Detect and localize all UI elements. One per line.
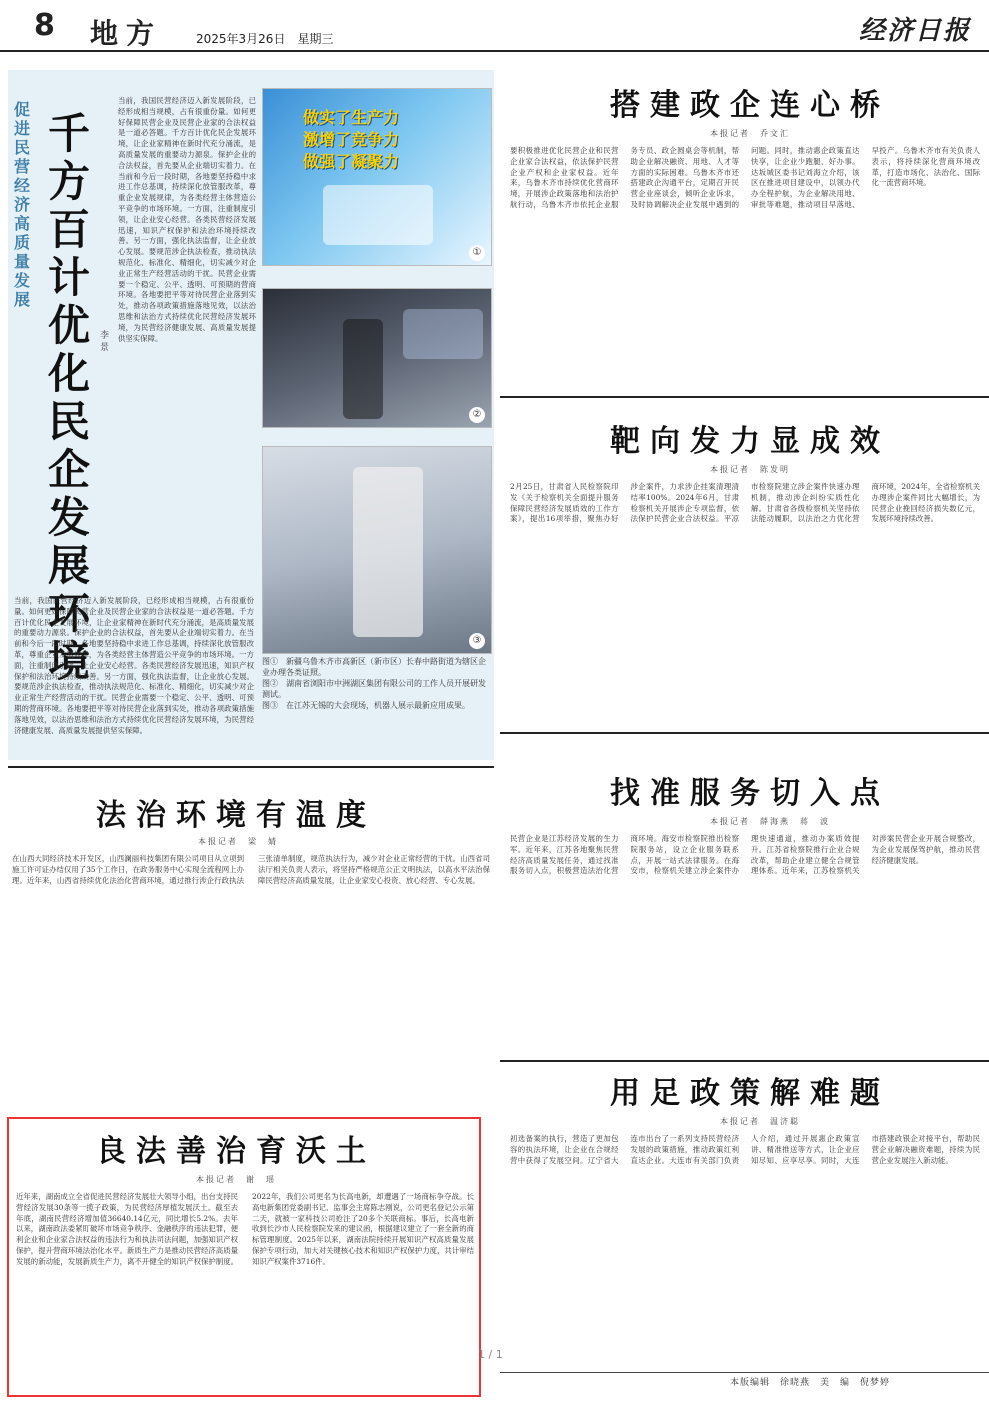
page-indicator: 1 / 1 [478,1348,503,1361]
footer-editors: 本版编辑 徐晓燕 美 编 倪梦婷 [730,1378,891,1388]
reporter-1: 本报记者 乔文汇 [710,129,790,138]
page-number: 8 [34,8,55,43]
section-title: 地方 [90,17,163,50]
article-4-body: 在山西大同经济技术开发区，山西澜丽科技集团有限公司项目从立项到施工许可证办结仅用了35个工作日，在政务服务中心实现全流程网上办理。近年来，山西省持续优化法治化营商环境，通过推行涉企行政执法三张清单制度，规范执法行为，减少对企业正常经营的干扰。山西省司法厅相关负责人表示，将坚持严格规范公正文明执法，以高水平法治保障民营经济高质量发展，让企业家安心投资、放心经营、专心发展。 [12,854,490,885]
headline-4: 法治环境有温度 [96,798,376,833]
headline-6: 良法善治育沃土 [96,1134,376,1169]
reporter-4: 本报记者 梁 婧 [198,837,278,846]
article-2-body: 2月25日，甘肃省人民检察院印发《关于检察机关全面提升服务保障民营经济发展质效的工作方案》，提出16项举措，聚焦办好涉企案件，力求涉企挂案清理清结率100%。2024年6月，甘肃检察机关开展涉企专项监督，依法保护民营企业合法权益。平凉市检察院建立涉企案件快速办理机制，推动涉企纠纷实质性化解。甘肃省各级检察机关坚持依法能动履职，以法治之力优化营商环境，2024年，全省检察机关办理涉企案件同比大幅增长，为民营企业挽回经济损失数亿元，发展环境持续改善。 [510,482,980,524]
divider [500,732,989,734]
article-3-body: 民营企业是江苏经济发展的生力军。近年来，江苏各地聚焦民营经济高质量发展任务，通过找准服务切入点，积极营造法治化营商环境。海安市检察院推出检察院服务站，设立企业服务联系点，开展一站式法律服务。在海安市，检察机关建立涉企案件办理快速通道，推动办案质效提升。江苏省检察院推行企业合规改革，帮助企业建立健全合规管理体系。近年来，江苏检察机关对涉案民营企业开展合规整改，为企业发展保驾护航，推动民营经济健康发展。 [510,834,980,876]
screen-figure [403,309,483,359]
banner-line-2: 激增了竞争力 [303,130,400,149]
photo-exhibition [262,88,492,266]
feature-byline: 李景 [100,331,110,353]
newspaper-logo: 经济日报 [858,16,971,46]
photo-banner [303,107,399,173]
feature-body-column: 当前，我国民营经济迈入新发展阶段，已经形成相当规模，占有很重份量。如何更好保障民营企业及民营企业家的合法权益是一道必答题。千方百计优化民企发展环境，让企业家精神在新时代充分涌流，是高质量发展的重要动力源泉。保护企业的合法权益，首先要从企业端切实着力。在当前和今后一段时期，各地要坚持稳中求进工作总基调，持续深化放管服改革，尊重企业发展规律，为各类经营主体营造公平竞争的市场环境。一方面，注重制度引领，让企业安心经营。各类民营经济发展迅速，知识产权保护和法治环境持续改善。另一方面，强化执法监督，让企业放心发展。要规范涉企执法检查，推动执法规范化、标准化、精细化，切实减少对企业正常生产经营活动的干扰。民营企业需要一个稳定、公平、透明、可预期的营商环境。各地要把平等对待民营企业落到实处，推动各项政策措施落地见效，以法治思维和法治方式持续优化民营经济发展环境，为民营经济健康发展、高质量发展提供坚实保障。 [118,96,256,343]
reporter-6: 本报记者 谢 瑶 [196,1175,276,1184]
feature-title: 千方百计优化民企发展环境 [48,109,91,686]
caption-1: 图① 新疆乌鲁木齐市高新区（新市区）长春中路街道为辖区企业办理各类证照。 [262,657,486,677]
people-figure [323,185,433,245]
article-5-body: 初选备案的执行，营造了更加包容的执法环境，让企业在合规经营中获得了发展空间。辽宁省大连市出台了一系列支持民营经济发展的政策措施，推动政策红利直达企业。大连市有关部门负责人介绍，通过开展惠企政策宣讲、精准推送等方式，让企业应知尽知、应享尽享。同时，大连市搭建政银企对接平台，帮助民营企业解决融资难题，持续为民营企业发展注入新动能。 [510,1134,980,1165]
photo-number: ③ [469,633,485,649]
reporter-2: 本报记者 陈发明 [710,465,790,474]
divider [500,1060,989,1062]
article-6-body: 近年来，湖南成立全省促进民营经济发展壮大领导小组，出台支持民营经济发展30条等一揽子政策，为民营经济厚植发展沃土。截至去年底，湖南民营经济增加值36640.14亿元，同比增长5.2%。去年以来，湖南政法委紧盯破坏市场竞争秩序、金融秩序的违法犯罪，便利企业和企业家合法权益的违法行为和执法司法问题，加强知识产权保护，提升营商环境法治化水平。新质生产力是推动民营经济高质量发展的新动能，发展新质生产力，离不开健全的知识产权保护制度。2022年，我们公司更名为长高电新，却遭遇了一场商标争夺战。长高电新集团党委副书记、监事会主席陈志刚说，公司更名登记公示第二天，就被一家科技公司抢注了20多个关联商标。事后，长高电新收到长沙市人民检察院发来的建议函，根据建议建立了一套全新的商标管理制度。2025年以来，湖南法院持续开展知识产权高质量发展保护专项行动，加大对关键核心技术和知识产权保护力度，共计审结知识产权案件3716件。 [16,1192,474,1266]
masthead [0,0,989,52]
banner-line-3: 做强了凝聚力 [303,152,400,171]
caption-2: 图② 湖南省浏阳市中洲湖区集团有限公司的工作人员开展研发测试。 [262,679,486,699]
divider [8,766,494,768]
divider [500,396,989,398]
photo-robot [262,446,492,654]
photo-captions [262,656,492,711]
issue-date: 2025年3月26日 星期三 [196,32,334,46]
headline-2: 靶向发力显成效 [610,424,890,459]
headline-1: 搭建政企连心桥 [610,88,890,123]
reporter-5: 本报记者 温济聪 [720,1117,800,1126]
photo-number: ① [469,245,485,261]
headline-5: 用足政策解难题 [610,1076,890,1111]
robot-figure [353,467,423,637]
reporter-3: 本报记者 薛海燕 蒋 波 [710,817,830,826]
article-1-body: 要积极推进优化民营企业和民营企业家合法权益，依法保护民营企业产权和企业家权益。近年来，乌鲁木齐市持续优化营商环境，开展涉企政策落地和法治护航行动，乌鲁木齐市依托企业服务专员、政企圆桌会等机制，帮助企业解决融资、用地、人才等方面的实际困难。乌鲁木齐市还搭建政企沟通平台，定期召开民营企业座谈会，倾听企业诉求，及时协调解决企业发展中遇到的问题。同时，推动惠企政策直达快享，让企业少跑腿、好办事。达坂城区委书记刘海立介绍，该区在推进项目建设中，以领办代办全程护航，为企业解决用地、审批等难题，推动项目早落地、早投产。乌鲁木齐市有关负责人表示，将持续深化营商环境改革，打造市场化、法治化、国际化一流营商环境。 [510,146,980,209]
feature-body-bottom: 当前，我国民营经济迈入新发展阶段，已经形成相当规模，占有很重份量。如何更好保障民营企业及民营企业家的合法权益是一道必答题。千方百计优化民企发展环境，让企业家精神在新时代充分涌流，是高质量发展的重要动力源泉。保护企业的合法权益，首先要从企业端切实着力。在当前和今后一段时期，各地要坚持稳中求进工作总基调，持续深化放管服改革，尊重企业发展规律，为各类经营主体营造公平竞争的市场环境。一方面，注重制度引领，让企业安心经营。各类民营经济发展迅速，知识产权保护和法治环境持续改善。另一方面，强化执法监督，让企业放心发展。要规范涉企执法检查，推动执法规范化、标准化、精细化，切实减少对企业正常生产经营活动的干扰。民营企业需要一个稳定、公平、透明、可预期的营商环境。各地要把平等对待民营企业落到实处，推动各项政策措施落地见效，以法治思维和法治方式持续优化民营经济发展环境，为民营经济健康发展、高质量发展提供坚实保障。 [14,596,254,735]
banner-line-1: 做实了生产力 [303,108,400,127]
headline-3: 找准服务切入点 [610,776,890,811]
photo-lab [262,288,492,428]
presenter-figure [343,319,383,419]
photo-number: ② [469,407,485,423]
caption-3: 图③ 在江苏无锡的大会现场，机器人展示最新应用成果。 [262,701,470,710]
feature-kicker: 促进民营经济高质量发展 [14,100,31,309]
